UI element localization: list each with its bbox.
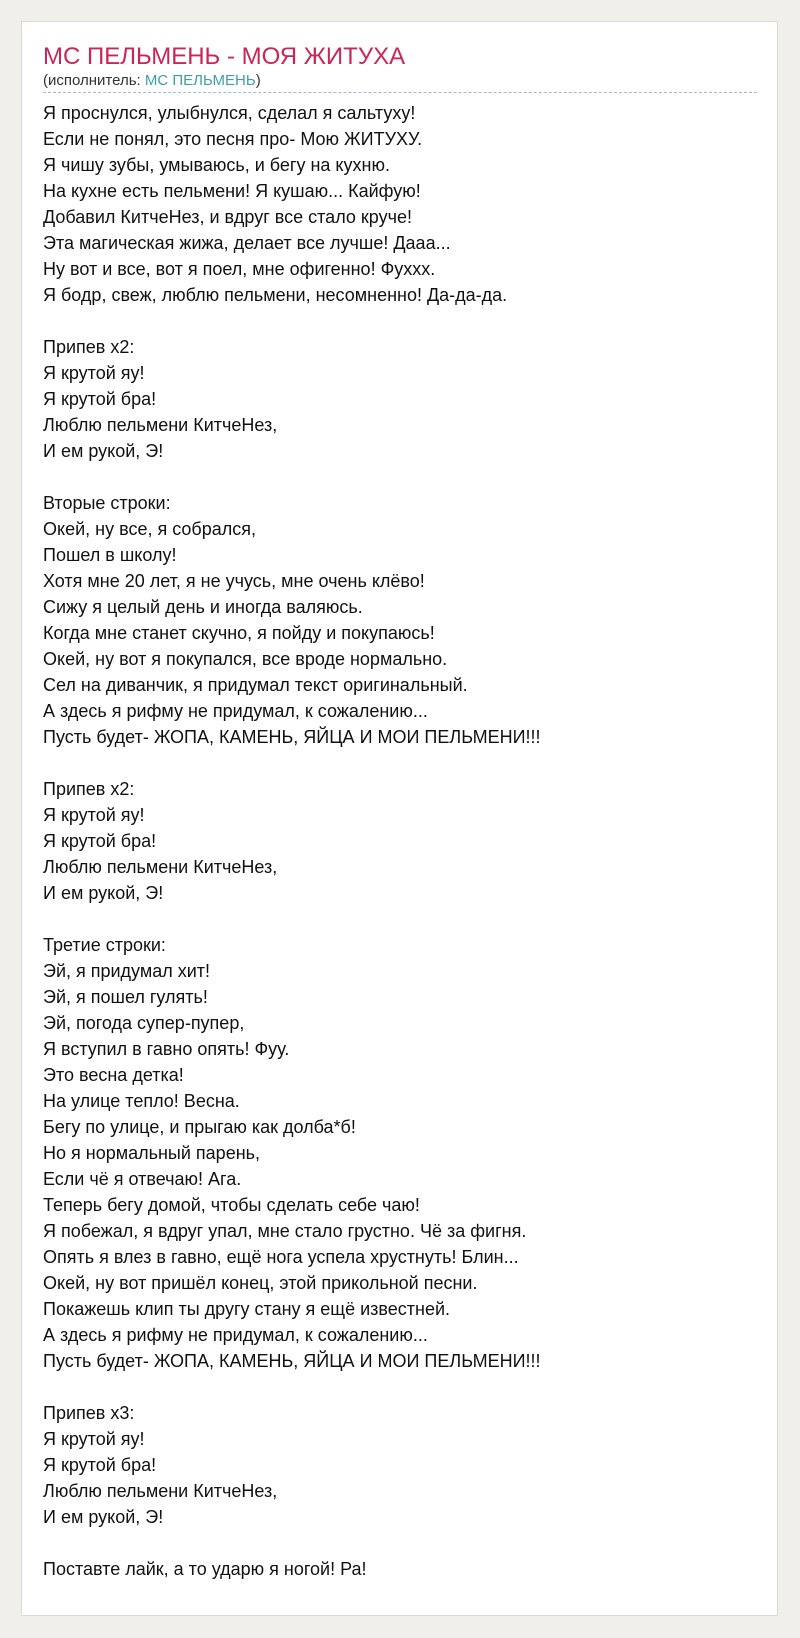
artist-close: ) bbox=[255, 72, 261, 89]
lyrics-line: Я крутой яу! bbox=[43, 363, 145, 383]
lyrics-blank-line bbox=[43, 750, 757, 776]
lyrics-line: Сел на диванчик, я придумал текст оригинальный. bbox=[43, 675, 468, 695]
lyrics-line: Люблю пельмени КитчеНез, bbox=[43, 857, 278, 877]
lyrics-line: Я крутой бра! bbox=[43, 389, 157, 409]
lyrics-line: Эта магическая жижа, делает все лучше! Дааа... bbox=[43, 233, 451, 253]
lyrics-line: Когда мне станет скучно, я пойду и покупаюсь! bbox=[43, 623, 435, 643]
lyrics-line: Добавил КитчеНез, и вдруг все стало круче! bbox=[43, 207, 412, 227]
lyrics-line: Я крутой яу! bbox=[43, 1429, 145, 1449]
lyrics-line: Пусть будет- ЖОПА, КАМЕНЬ, ЯЙЦА И МОИ ПЕЛЬМЕНИ!!! bbox=[43, 727, 541, 747]
lyrics-line: Если чё я отвечаю! Ага. bbox=[43, 1169, 242, 1189]
lyrics-blank-line bbox=[43, 1530, 757, 1556]
lyrics-line: Сижу я целый день и иногда валяюсь. bbox=[43, 597, 363, 617]
lyrics-line: Это весна детка! bbox=[43, 1065, 184, 1085]
lyrics-line: Окей, ну вот я покупался, все вроде нормально. bbox=[43, 649, 448, 669]
lyrics-line: Пусть будет- ЖОПА, КАМЕНЬ, ЯЙЦА И МОИ ПЕЛЬМЕНИ!!! bbox=[43, 1351, 541, 1371]
lyrics-line: И ем рукой, Э! bbox=[43, 441, 164, 461]
lyrics-line: Ну вот и все, вот я поел, мне офигенно! Фуххх. bbox=[43, 259, 436, 279]
artist-label: (исполнитель: bbox=[43, 72, 145, 89]
lyrics-line: Я крутой бра! bbox=[43, 1455, 157, 1475]
song-title: МС ПЕЛЬМЕНЬ - МОЯ ЖИТУХА bbox=[43, 43, 406, 70]
title-divider bbox=[43, 92, 757, 93]
lyrics-line: Я проснулся, улыбнулся, сделал я сальтуху! bbox=[43, 103, 416, 123]
lyrics-line: Припев x2: bbox=[43, 337, 135, 357]
lyrics-body bbox=[43, 100, 757, 1582]
lyrics-line: Теперь бегу домой, чтобы сделать себе чаю! bbox=[43, 1195, 420, 1215]
lyrics-line: Окей, ну вот пришёл конец, этой прикольной песни. bbox=[43, 1273, 478, 1293]
lyrics-line: Вторые строки: bbox=[43, 493, 171, 513]
lyrics-line: Третие строки: bbox=[43, 935, 166, 955]
lyrics-line: Если не понял, это песня про- Мою ЖИТУХУ. bbox=[43, 129, 423, 149]
lyrics-line: Эй, погода супер-пупер, bbox=[43, 1013, 245, 1033]
lyrics-line: Опять я влез в гавно, ещё нога успела хрустнуть! Блин... bbox=[43, 1247, 519, 1267]
lyrics-line: Бегу по улице, и прыгаю как долба*б! bbox=[43, 1117, 356, 1137]
lyrics-line: Покажешь клип ты другу стану я ещё известней. bbox=[43, 1299, 451, 1319]
lyrics-line: Люблю пельмени КитчеНез, bbox=[43, 415, 278, 435]
lyrics-line: А здесь я рифму не придумал, к сожалению... bbox=[43, 1325, 428, 1345]
lyrics-blank-line bbox=[43, 906, 757, 932]
lyrics-line: Я бодр, свеж, люблю пельмени, несомненно! Да-да-да. bbox=[43, 285, 508, 305]
lyrics-line: Я крутой яу! bbox=[43, 805, 145, 825]
lyrics-line: Поставте лайк, а то ударю я ногой! Ра! bbox=[43, 1559, 367, 1579]
lyrics-line: На кухне есть пельмени! Я кушаю... Кайфую! bbox=[43, 181, 421, 201]
lyrics-line: Припев x3: bbox=[43, 1403, 135, 1423]
lyrics-line: Припев x2: bbox=[43, 779, 135, 799]
artist-byline bbox=[43, 72, 261, 90]
lyrics-line: Я крутой бра! bbox=[43, 831, 157, 851]
lyrics-line: Эй, я придумал хит! bbox=[43, 961, 211, 981]
lyrics-blank-line bbox=[43, 1374, 757, 1400]
lyrics-line: Пошел в школу! bbox=[43, 545, 177, 565]
lyrics-blank-line bbox=[43, 308, 757, 334]
lyrics-line: А здесь я рифму не придумал, к сожалению... bbox=[43, 701, 428, 721]
lyrics-line: Но я нормальный парень, bbox=[43, 1143, 261, 1163]
lyrics-card bbox=[21, 21, 778, 1616]
lyrics-line: Эй, я пошел гулять! bbox=[43, 987, 208, 1007]
lyrics-line: Хотя мне 20 лет, я не учусь, мне очень клёво! bbox=[43, 571, 425, 591]
lyrics-line: Люблю пельмени КитчеНез, bbox=[43, 1481, 278, 1501]
lyrics-line: И ем рукой, Э! bbox=[43, 883, 164, 903]
lyrics-line: Я чишу зубы, умываюсь, и бегу на кухню. bbox=[43, 155, 390, 175]
lyrics-line: И ем рукой, Э! bbox=[43, 1507, 164, 1527]
artist-link[interactable]: МС ПЕЛЬМЕНЬ bbox=[144, 72, 256, 89]
lyrics-line: Я вступил в гавно опять! Фуу. bbox=[43, 1039, 290, 1059]
lyrics-blank-line bbox=[43, 464, 757, 490]
lyrics-line: Окей, ну все, я собрался, bbox=[43, 519, 257, 539]
lyrics-line: Я побежал, я вдруг упал, мне стало грустно. Чё за фигня. bbox=[43, 1221, 527, 1241]
lyrics-line: На улице тепло! Весна. bbox=[43, 1091, 240, 1111]
